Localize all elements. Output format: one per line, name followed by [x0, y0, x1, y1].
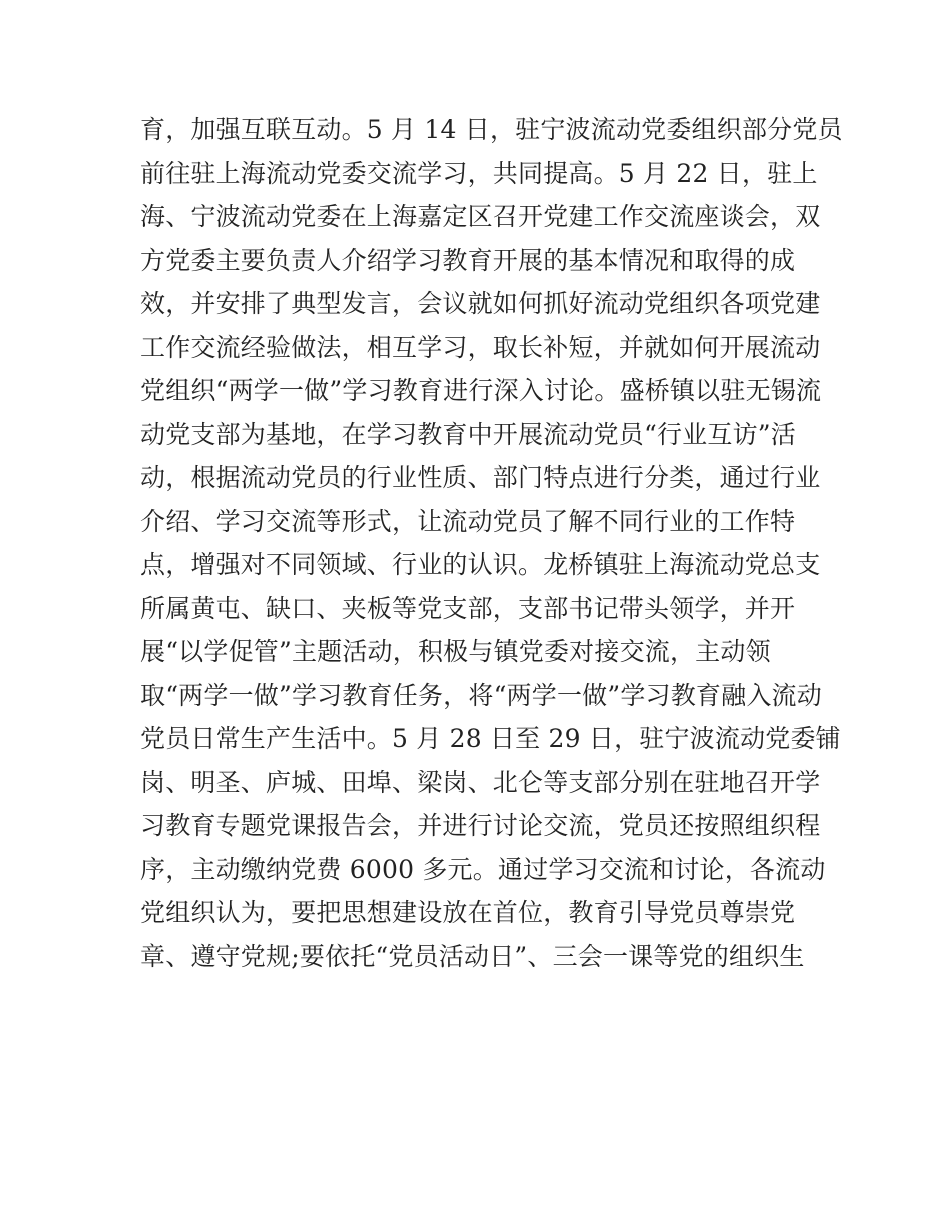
- text-line: 习教育专题党课报告会，并进行讨论交流，党员还按照组织程: [140, 811, 821, 840]
- text-line: 取“两学一做”学习教育任务，将“两学一做”学习教育融入流动: [140, 680, 822, 710]
- text-line: 效，并安排了典型发言，会议就如何抓好流动党组织各项党建: [140, 289, 821, 318]
- text-line: 党组织认为，要把思想建设放在首位，教育引导党员尊崇党: [140, 898, 796, 927]
- text-line: 海、宁波流动党委在上海嘉定区召开党建工作交流座谈会，双: [140, 202, 821, 231]
- text-line: 介绍、学习交流等形式，让流动党员了解不同行业的工作特: [140, 506, 796, 536]
- body-text: [140, 108, 843, 978]
- text-line: 点，增强对不同领域、行业的认识。龙桥镇驻上海流动党总支: [140, 550, 821, 579]
- text-line: 展“以学促管”主题活动，积极与镇党委对接交流，主动领: [140, 637, 771, 666]
- text-line: 动，根据流动党员的行业性质、部门特点进行分类，通过行业: [140, 463, 821, 492]
- text-line: 党组织“两学一做”学习教育进行深入讨论。盛桥镇以驻无锡流: [140, 376, 822, 405]
- text-line: 动党支部为基地，在学习教育中开展流动党员“行业互访”活: [140, 419, 796, 449]
- text-line: 序，主动缴纳党费 6000 多元。通过学习交流和讨论，各流动: [140, 854, 826, 884]
- text-line: 方党委主要负责人介绍学习教育开展的基本情况和取得的成: [140, 245, 796, 275]
- text-line: 育，加强互联互动。5 月 14 日，驻宁波流动党委组织部分党员: [140, 115, 843, 144]
- text-line: 前往驻上海流动党委交流学习，共同提高。5 月 22 日，驻上: [140, 158, 818, 188]
- text-line: 岗、明圣、庐城、田埠、梁岗、北仑等支部分别在驻地召开学: [140, 767, 821, 797]
- text-line: 党员日常生产生活中。5 月 28 日至 29 日，驻宁波流动党委铺: [140, 724, 841, 753]
- text-line: 章、遵守党规;要依托“党员活动日”、三会一课等党的组织生: [140, 941, 805, 971]
- text-line: 所属黄屯、缺口、夹板等党支部，支部书记带头领学，并开: [140, 593, 796, 623]
- text-line: 工作交流经验做法，相互学习，取长补短，并就如何开展流动: [140, 332, 821, 362]
